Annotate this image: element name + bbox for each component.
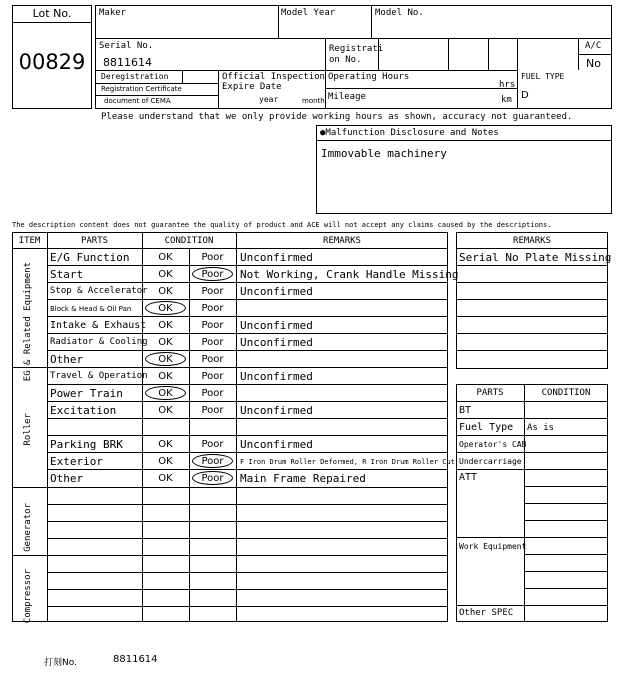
model-year-label: Model Year — [281, 8, 336, 18]
selected-oval-start-poor — [192, 267, 233, 281]
group-roller: Roller — [23, 413, 33, 446]
remark-7: Unconfirmed — [240, 370, 313, 383]
remark-0: Unconfirmed — [240, 251, 313, 264]
part-stop-accelerator: Stop & Accelerator — [50, 286, 148, 296]
ok-13: OK — [158, 473, 173, 484]
registration-certificate-label: Registration Certificate — [101, 85, 182, 93]
right-parts-header: PARTS — [476, 388, 504, 398]
group-eg: EG & Related Equipment — [23, 262, 33, 382]
header-item: ITEM — [18, 236, 41, 246]
operating-hours-label: Operating Hours — [328, 72, 410, 82]
notice-hours: Please understand that we only provide working hours as shown, accuracy not guaranteed. — [101, 112, 573, 122]
right-remarks-header: REMARKS — [513, 236, 551, 246]
part-travel-operation: Travel & Operation — [50, 371, 148, 381]
ok-0: OK — [158, 252, 173, 263]
ok-2: OK — [158, 286, 173, 297]
part-radiator-cooling: Radiator & Cooling — [50, 337, 148, 347]
year-label: year — [259, 95, 279, 104]
deregistration-label: Deregistration — [101, 72, 169, 81]
right-work-equipment: Work Equipment — [459, 542, 527, 551]
registration-label: Registrati on No. — [329, 44, 384, 65]
fuel-type-label: FUEL TYPE — [521, 72, 565, 81]
poor-1: Poor — [201, 269, 224, 280]
right-remarks-first: Serial No Plate Missing — [459, 251, 612, 264]
ok-9: OK — [158, 405, 173, 416]
remark-9: Unconfirmed — [240, 404, 313, 417]
part-eg-function: E/G Function — [50, 251, 130, 264]
remark-12: F Iron Drum Roller Deformed, R Iron Drum Roller Cut — [240, 458, 455, 466]
selected-oval-exterior-poor — [192, 454, 233, 468]
part-excitation: Excitation — [50, 404, 117, 417]
poor-7: Poor — [201, 371, 224, 382]
ok-4: OK — [158, 320, 173, 331]
km-label: km — [501, 95, 512, 105]
right-att: ATT — [459, 472, 478, 483]
poor-0: Poor — [201, 252, 224, 263]
poor-12: Poor — [201, 456, 224, 467]
month-label: month — [302, 97, 325, 105]
poor-6: Poor — [201, 354, 224, 365]
serial-value: 8811614 — [103, 56, 152, 69]
selected-oval-other-ok — [145, 352, 186, 366]
model-no-label: Model No. — [375, 8, 424, 18]
ac-label: A/C — [585, 41, 602, 51]
remark-1: Not Working, Crank Handle Missing — [240, 268, 459, 281]
stamp-label: 打刻No. — [44, 658, 77, 668]
malfunction-text: Immovable machinery — [321, 147, 447, 160]
poor-13: Poor — [201, 473, 224, 484]
group-compressor: Compressor — [23, 569, 33, 624]
part-intake-exhaust: Intake & Exhaust — [50, 320, 147, 331]
ok-11: OK — [158, 439, 173, 450]
right-bt: BT — [459, 405, 472, 416]
malfunction-title: ●Malfunction Disclosure and Notes — [320, 128, 499, 138]
part-exterior: Exterior — [50, 455, 103, 468]
inspection-label: Official Inspection Expire Date — [222, 72, 325, 92]
lot-number: 00829 — [18, 50, 86, 74]
header-parts: PARTS — [80, 236, 109, 246]
poor-9: Poor — [201, 405, 224, 416]
ok-3: OK — [158, 303, 173, 314]
notice-description: The description content does not guarantee the quality of product and ACE will not accept any claims caused by the descriptions. — [12, 221, 552, 229]
serial-label: Serial No. — [99, 41, 154, 51]
maker-label: Maker — [99, 8, 127, 18]
remark-4: Unconfirmed — [240, 319, 313, 332]
part-other-eg: Other — [50, 353, 84, 366]
part-start: Start — [50, 268, 84, 281]
remark-5: Unconfirmed — [240, 336, 313, 349]
poor-3: Poor — [201, 303, 224, 314]
selected-oval-power-train-ok — [145, 386, 186, 400]
right-condition-header: CONDITION — [541, 388, 591, 398]
part-block-head-oil-pan: Block & Head & Oil Pan — [50, 305, 132, 313]
remark-2: Unconfirmed — [240, 285, 313, 298]
remark-13: Main Frame Repaired — [240, 472, 366, 485]
part-power-train: Power Train — [50, 387, 123, 400]
ac-value: No — [586, 57, 601, 70]
poor-2: Poor — [201, 286, 224, 297]
selected-oval-block-ok — [145, 301, 186, 315]
right-other-spec: Other SPEC — [459, 608, 514, 618]
right-fuel-type: Fuel Type — [459, 422, 514, 433]
poor-4: Poor — [201, 320, 224, 331]
document-cema-label: document of CEMA — [104, 97, 171, 105]
part-other-roller: Other — [50, 472, 84, 485]
hrs-label: hrs — [499, 80, 516, 90]
ok-7: OK — [158, 371, 173, 382]
right-fuel-value: As is — [527, 423, 555, 433]
remark-11: Unconfirmed — [240, 438, 313, 451]
ok-12: OK — [158, 456, 173, 467]
ok-1: OK — [158, 269, 173, 280]
stamp-value: 8811614 — [113, 654, 158, 665]
fuel-type-value: D — [521, 90, 529, 101]
lot-label: Lot No. — [32, 7, 72, 20]
poor-11: Poor — [201, 439, 224, 450]
part-parking-brk: Parking BRK — [50, 438, 123, 451]
ok-5: OK — [158, 337, 173, 348]
malfunction-box — [316, 125, 612, 214]
poor-8: Poor — [201, 388, 224, 399]
mileage-label: Mileage — [328, 92, 366, 102]
header-condition: CONDITION — [164, 236, 214, 246]
poor-5: Poor — [201, 337, 224, 348]
right-undercarriage: Undercarriage — [459, 457, 522, 466]
group-generator: Generator — [23, 503, 33, 552]
ok-6: OK — [158, 354, 173, 365]
right-operators-cab: Operator's CAB — [459, 440, 527, 449]
ok-8: OK — [158, 388, 173, 399]
header-remarks: REMARKS — [323, 236, 361, 246]
selected-oval-other-roller-poor — [192, 471, 233, 485]
